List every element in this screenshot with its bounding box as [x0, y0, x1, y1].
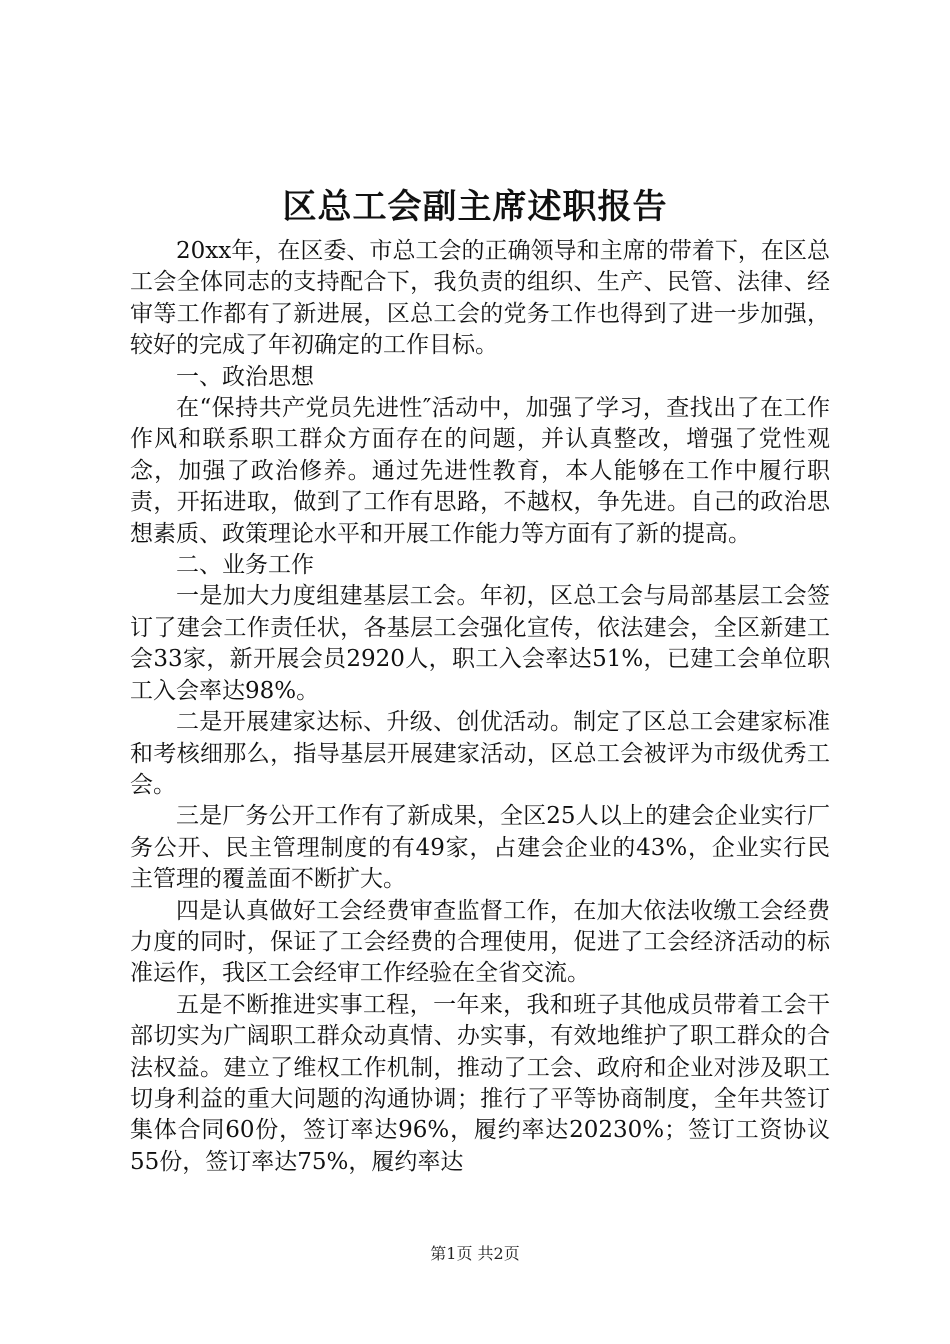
paragraph-business-4: 四是认真做好工会经费审查监督工作，在加大依法收缴工会经费力度的同时，保证了工会经费的合理使用，促进了工会经济活动的标准运作，我区工会经审工作经验在全省交流。 [130, 897, 830, 987]
paragraph-business-1: 一是加大力度组建基层工会。年初，区总工会与局部基层工会签订了建会工作责任状，各基层工会强化宣传，依法建会，全区新建工会33家，新开展会员2920人，职工入会率达51%，已建工会单位职工入会率达98%。 [130, 583, 830, 704]
document-title: 区总工会副主席述职报告 [282, 187, 668, 227]
section-heading-business: 二、业务工作 [176, 552, 314, 579]
paragraph-business-2: 二是开展建家达标、升级、创优活动。制定了区总工会建家标准和考核细那么，指导基层开展建家活动，区总工会被评为市级优秀工会。 [130, 709, 830, 798]
paragraph-political: 在“保持共产党员先进性″活动中，加强了学习，查找出了在工作作风和联系职工群众方面存在的问题，并认真整改，增强了党性观念，加强了政治修养。通过先进性教育，本人能够在工作中履行职责，开拓进取，做到了工作有思路，不越权，争先进。自己的政治思想素质、政策理论水平和开展工作能力等方面有了新的提高。 [130, 395, 830, 547]
paragraph-business-3: 三是厂务公开工作有了新成果，全区25人以上的建会企业实行厂务公开、民主管理制度的有49家，占建会企业的43%，企业实行民主管理的覆盖面不断扩大。 [130, 803, 830, 893]
page-footer: 第1页 共2页 [430, 1244, 520, 1263]
document-body [130, 236, 830, 1178]
paragraph-business-5: 五是不断推进实事工程，一年来，我和班子其他成员带着工会干部切实为广阔职工群众动真情、办实事，有效地维护了职工群众的合法权益。建立了维权工作机制，推动了工会、政府和企业对涉及职工切身利益的重大问题的沟通协调；推行了平等协商制度，全年共签订集体合同60份，签订率达96%，履约率达20230%；签订工资协议55份，签订率达75%，履约率达 [130, 991, 830, 1175]
paragraph-intro: 20xx年，在区委、市总工会的正确领导和主席的带着下，在区总工会全体同志的支持配合下，我负责的组织、生产、民管、法律、经审等工作都有了新进展，区总工会的党务工作也得到了进一步加强，较好的完成了年初确定的工作目标。 [130, 238, 830, 359]
section-heading-political: 一、政治思想 [176, 363, 314, 390]
